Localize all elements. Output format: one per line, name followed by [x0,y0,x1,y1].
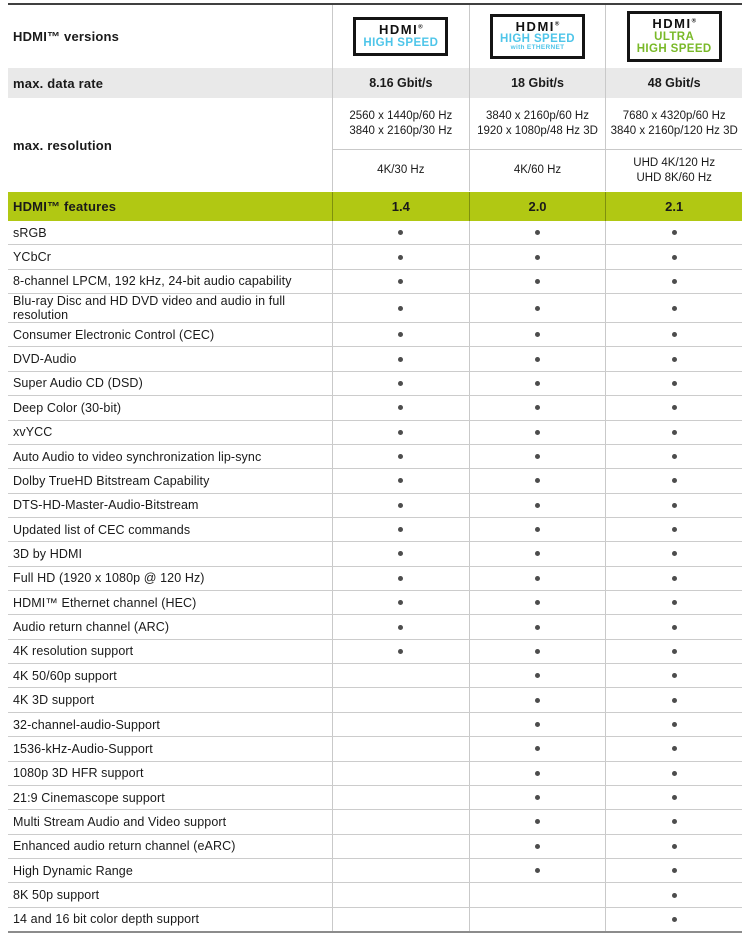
support-dot-icon [672,771,677,776]
version-number-2-1: 2.1 [605,192,742,221]
feature-supported-cell [605,883,742,906]
support-dot-icon [398,332,403,337]
support-dot-icon [398,357,403,362]
feature-supported-cell [332,494,469,517]
feature-row [8,396,742,420]
support-dot-icon [672,819,677,824]
support-dot-icon [535,649,540,654]
support-dot-icon [672,649,677,654]
feature-row [8,294,742,323]
feature-supported-cell [469,294,606,322]
feature-supported-cell [605,737,742,760]
support-dot-icon [535,673,540,678]
hdmi-high-speed-ethernet-badge [490,14,585,60]
data-rate-label: max. data rate [13,75,104,91]
feature-supported-cell [469,445,606,468]
support-dot-icon [398,600,403,605]
support-dot-icon [535,357,540,362]
feature-label: Deep Color (30-bit) [13,400,122,415]
feature-row [8,494,742,518]
feature-supported-cell [469,567,606,590]
feature-supported-cell [469,762,606,785]
feature-label: Full HD (1920 x 1080p @ 120 Hz) [13,571,205,586]
feature-supported-cell [332,221,469,244]
feature-empty-cell [332,664,469,687]
feature-empty-cell [332,810,469,833]
feature-supported-cell [605,245,742,268]
feature-supported-cell [332,372,469,395]
feature-supported-cell [332,396,469,419]
resolution-short-1-4: 4K/30 Hz [332,150,469,191]
support-dot-icon [672,576,677,581]
support-dot-icon [672,551,677,556]
feature-supported-cell [332,270,469,293]
feature-supported-cell [469,323,606,346]
feature-label: Updated list of CEC commands [13,522,191,537]
support-dot-icon [535,746,540,751]
feature-supported-cell [605,810,742,833]
feature-supported-cell [469,396,606,419]
badge-speed-label: HIGH SPEED [636,42,712,55]
feature-supported-cell [605,221,742,244]
feature-supported-cell [605,323,742,346]
support-dot-icon [672,917,677,922]
feature-row [8,664,742,688]
support-dot-icon [535,868,540,873]
support-dot-icon [535,698,540,703]
feature-label: Consumer Electronic Control (CEC) [13,327,215,342]
support-dot-icon [672,405,677,410]
feature-row [8,859,742,883]
feature-supported-cell [332,294,469,322]
support-dot-icon [672,795,677,800]
feature-supported-cell [332,347,469,370]
feature-row [8,591,742,615]
feature-supported-cell [605,615,742,638]
feature-label: xvYCC [13,425,53,440]
feature-supported-cell [332,518,469,541]
feature-supported-cell [605,786,742,809]
support-dot-icon [672,527,677,532]
resolution-label: max. resolution [13,137,113,153]
feature-row [8,908,742,931]
support-dot-icon [535,454,540,459]
feature-supported-cell [605,859,742,882]
support-dot-icon [535,279,540,284]
data-rate-value-2-1: 48 Gbit/s [605,68,742,98]
support-dot-icon [535,332,540,337]
column-hdmi-2-1 [605,5,742,68]
support-dot-icon [398,255,403,260]
column-hdmi-2-0 [469,5,606,68]
feature-label: DVD-Audio [13,352,77,367]
support-dot-icon [672,698,677,703]
feature-label: HDMI™ Ethernet channel (HEC) [13,595,197,610]
feature-supported-cell [469,810,606,833]
feature-label: 14 and 16 bit color depth support [13,912,200,927]
feature-row [8,737,742,761]
feature-supported-cell [332,591,469,614]
feature-label: Audio return channel (ARC) [13,620,170,635]
feature-empty-cell [332,786,469,809]
feature-supported-cell [469,640,606,663]
support-dot-icon [672,230,677,235]
feature-label: Auto Audio to video synchronization lip-sync [13,449,262,464]
support-dot-icon [535,844,540,849]
feature-supported-cell [469,421,606,444]
feature-supported-cell [605,688,742,711]
support-dot-icon [535,600,540,605]
feature-supported-cell [605,347,742,370]
feature-empty-cell [332,908,469,931]
feature-supported-cell [605,542,742,565]
feature-supported-cell [469,615,606,638]
feature-empty-cell [469,908,606,931]
feature-supported-cell [469,688,606,711]
feature-label: 4K resolution support [13,644,134,659]
feature-empty-cell [332,883,469,906]
support-dot-icon [398,279,403,284]
support-dot-icon [535,819,540,824]
feature-row [8,542,742,566]
feature-row [8,421,742,445]
support-dot-icon [398,649,403,654]
features-header-label: HDMI™ features [13,199,117,214]
feature-supported-cell [605,372,742,395]
feature-supported-cell [605,762,742,785]
feature-label: High Dynamic Range [13,863,133,878]
resolution-value-2-1: 7680 x 4320p/60 Hz 3840 x 2160p/120 Hz 3D [605,98,742,149]
feature-row [8,518,742,542]
feature-supported-cell [332,469,469,492]
data-rate-value-1-4: 8.16 Gbit/s [332,68,469,98]
badge-ethernet-label: with ETHERNET [510,44,565,52]
feature-supported-cell [469,859,606,882]
feature-supported-cell [469,518,606,541]
feature-supported-cell [605,835,742,858]
resolution-short-2-0: 4K/60 Hz [469,150,606,191]
support-dot-icon [535,527,540,532]
support-dot-icon [398,625,403,630]
feature-empty-cell [469,883,606,906]
feature-row [8,372,742,396]
comparison-table [8,3,742,933]
column-hdmi-1-4 [332,5,469,68]
feature-row [8,445,742,469]
feature-supported-cell [469,737,606,760]
support-dot-icon [535,503,540,508]
feature-supported-cell [605,469,742,492]
feature-supported-cell [469,664,606,687]
feature-label: 4K 50/60p support [13,668,117,683]
version-number-2-0: 2.0 [469,192,606,221]
versions-label: HDMI™ versions [13,29,120,44]
feature-supported-cell [605,640,742,663]
support-dot-icon [398,478,403,483]
support-dot-icon [672,306,677,311]
feature-empty-cell [332,737,469,760]
support-dot-icon [535,430,540,435]
support-dot-icon [672,255,677,260]
feature-supported-cell [605,396,742,419]
support-dot-icon [535,381,540,386]
feature-label: 21:9 Cinemascope support [13,790,165,805]
feature-supported-cell [469,270,606,293]
feature-supported-cell [605,445,742,468]
feature-row [8,323,742,347]
feature-label: 32-channel-audio-Support [13,717,160,732]
support-dot-icon [672,279,677,284]
version-number-1-4: 1.4 [332,192,469,221]
resolution-pixel-values [332,98,742,150]
feature-row [8,688,742,712]
support-dot-icon [398,230,403,235]
feature-empty-cell [332,859,469,882]
feature-row [8,810,742,834]
support-dot-icon [672,625,677,630]
support-dot-icon [535,795,540,800]
feature-label: Super Audio CD (DSD) [13,376,143,391]
feature-row [8,615,742,639]
feature-supported-cell [469,713,606,736]
feature-row [8,245,742,269]
support-dot-icon [398,551,403,556]
support-dot-icon [535,230,540,235]
feature-supported-cell [332,323,469,346]
feature-supported-cell [469,494,606,517]
feature-supported-cell [605,294,742,322]
feature-label: YCbCr [13,250,52,265]
feature-supported-cell [469,469,606,492]
data-rate-value-2-0: 18 Gbit/s [469,68,606,98]
resolution-values [332,98,742,192]
features-header-row [8,192,742,221]
feature-supported-cell [469,221,606,244]
support-dot-icon [672,722,677,727]
features-body [8,221,742,931]
feature-empty-cell [332,688,469,711]
data-rate-row [8,68,742,98]
resolution-short-2-1: UHD 4K/120 Hz UHD 8K/60 Hz [605,150,742,191]
support-dot-icon [398,454,403,459]
badge-speed-label: HIGH SPEED [500,33,575,46]
feature-supported-cell [469,245,606,268]
feature-supported-cell [469,372,606,395]
feature-supported-cell [332,245,469,268]
feature-empty-cell [332,762,469,785]
support-dot-icon [398,527,403,532]
feature-supported-cell [605,494,742,517]
feature-label: Dolby TrueHD Bitstream Capability [13,473,210,488]
support-dot-icon [672,357,677,362]
feature-label: 8K 50p support [13,888,100,903]
feature-supported-cell [605,664,742,687]
feature-supported-cell [469,542,606,565]
support-dot-icon [535,478,540,483]
hdmi-ultra-high-speed-badge [627,11,722,62]
support-dot-icon [672,381,677,386]
support-dot-icon [535,771,540,776]
support-dot-icon [398,306,403,311]
resolution-value-2-0: 3840 x 2160p/60 Hz 1920 x 1080p/48 Hz 3D [469,98,606,149]
feature-label: 1080p 3D HFR support [13,766,144,781]
feature-empty-cell [332,713,469,736]
feature-row [8,835,742,859]
feature-supported-cell [469,786,606,809]
support-dot-icon [398,381,403,386]
feature-label: 1536-kHz-Audio-Support [13,741,153,756]
feature-supported-cell [605,421,742,444]
feature-label: 4K 3D support [13,693,95,708]
resolution-shorthand-values [332,150,742,191]
feature-row [8,469,742,493]
feature-row [8,640,742,664]
feature-row [8,713,742,737]
feature-label: 8-channel LPCM, 192 kHz, 24-bit audio capability [13,274,292,289]
feature-supported-cell [332,567,469,590]
feature-supported-cell [605,713,742,736]
feature-supported-cell [469,347,606,370]
feature-label: Multi Stream Audio and Video support [13,814,227,829]
support-dot-icon [398,576,403,581]
support-dot-icon [672,332,677,337]
feature-row [8,762,742,786]
feature-row [8,883,742,907]
feature-row [8,221,742,245]
support-dot-icon [672,600,677,605]
support-dot-icon [535,405,540,410]
hdmi-high-speed-badge [353,17,448,56]
feature-supported-cell [332,615,469,638]
feature-empty-cell [332,835,469,858]
support-dot-icon [672,454,677,459]
support-dot-icon [672,893,677,898]
support-dot-icon [672,430,677,435]
feature-supported-cell [332,421,469,444]
feature-row [8,270,742,294]
feature-label: Blu-ray Disc and HD DVD video and audio in full resolution [13,294,286,323]
support-dot-icon [535,551,540,556]
support-dot-icon [672,844,677,849]
feature-row [8,786,742,810]
feature-row [8,347,742,371]
support-dot-icon [672,746,677,751]
support-dot-icon [672,503,677,508]
feature-supported-cell [332,640,469,663]
support-dot-icon [535,306,540,311]
feature-label: Enhanced audio return channel (eARC) [13,839,236,854]
feature-supported-cell [469,835,606,858]
versions-row [8,5,742,68]
badge-speed-label: HIGH SPEED [363,36,439,49]
feature-row [8,567,742,591]
support-dot-icon [535,255,540,260]
hdmi-logo-icon: HDMI® [379,22,423,38]
support-dot-icon [535,625,540,630]
feature-supported-cell [605,908,742,931]
badge-ultra-label: ULTRA [654,30,695,43]
feature-label: DTS-HD-Master-Audio-Bitstream [13,498,199,513]
resolution-value-1-4: 2560 x 1440p/60 Hz 3840 x 2160p/30 Hz [332,98,469,149]
support-dot-icon [398,430,403,435]
feature-supported-cell [605,270,742,293]
support-dot-icon [398,405,403,410]
feature-supported-cell [605,518,742,541]
feature-supported-cell [605,567,742,590]
feature-supported-cell [332,445,469,468]
support-dot-icon [535,576,540,581]
support-dot-icon [672,868,677,873]
feature-supported-cell [469,591,606,614]
support-dot-icon [398,503,403,508]
hdmi-logo-icon: HDMI® [652,16,696,32]
support-dot-icon [535,722,540,727]
feature-supported-cell [605,591,742,614]
resolution-row [8,98,742,192]
support-dot-icon [672,478,677,483]
support-dot-icon [672,673,677,678]
hdmi-logo-icon: HDMI® [515,18,560,34]
feature-supported-cell [332,542,469,565]
feature-label: sRGB [13,225,47,240]
feature-label: 3D by HDMI [13,546,83,561]
